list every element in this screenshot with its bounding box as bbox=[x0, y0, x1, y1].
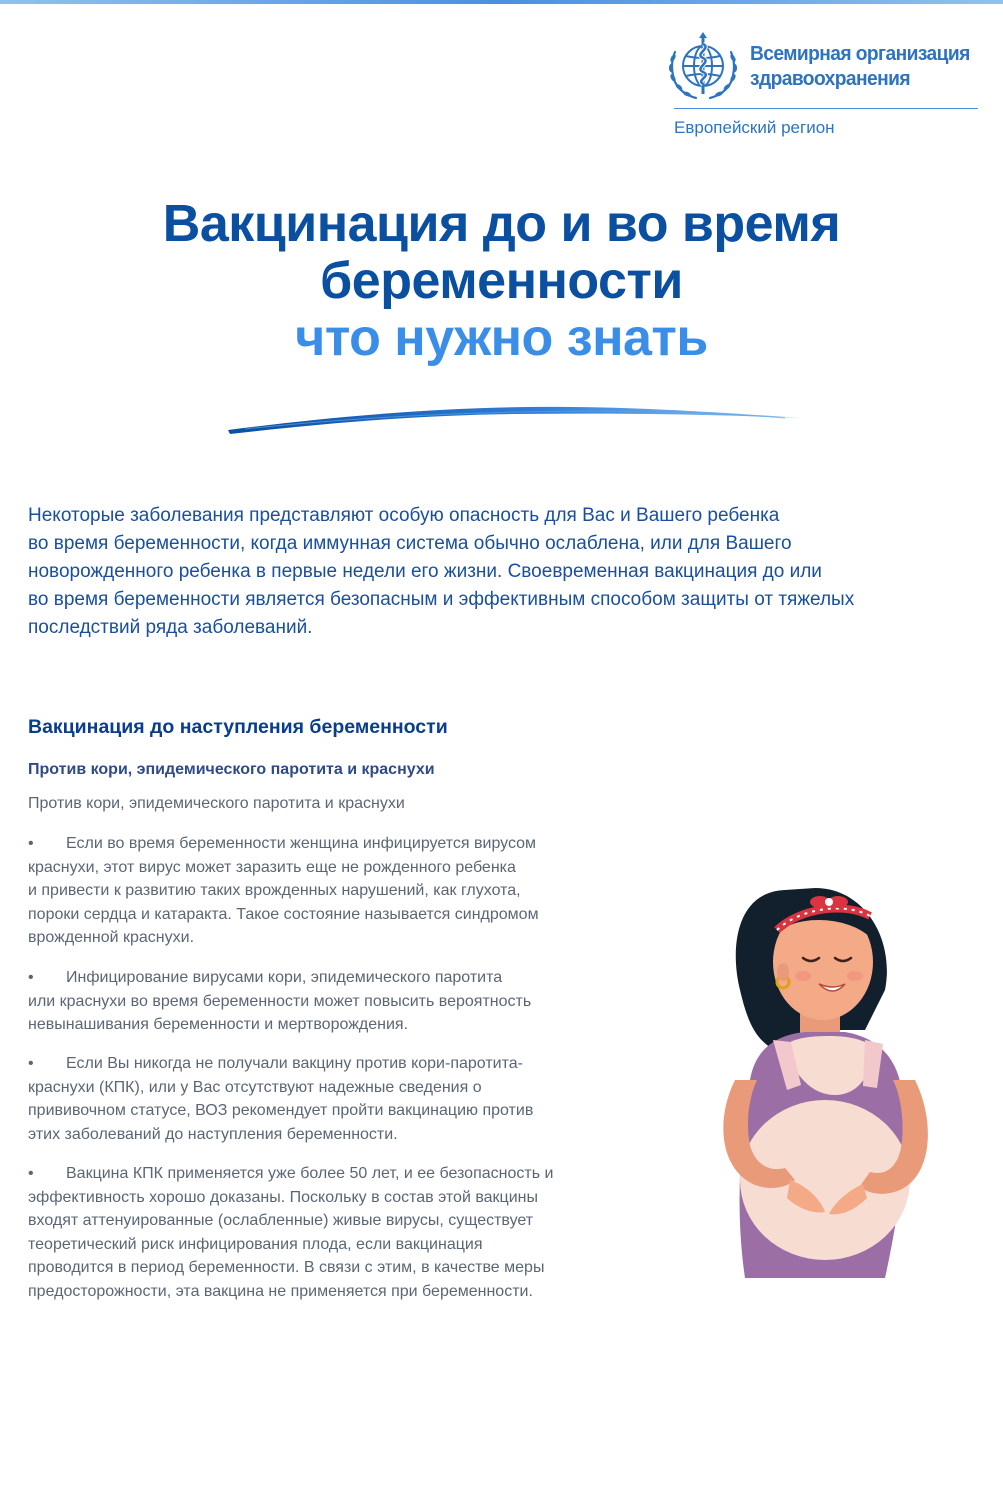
logo-divider bbox=[674, 108, 978, 109]
page-title bbox=[0, 196, 1003, 367]
section-subheading: Против кори, эпидемического паротита и краснухи bbox=[28, 761, 435, 778]
title-line-1: Вакцинация до и во время bbox=[162, 195, 841, 253]
intro-paragraph: Некоторые заболевания представляют особую опасность для Вас и Вашего ребенка во время беременности, когда иммунная система обычно ослаблена, или для Вашего новорожденного ребенка в первые недели его жизни. Своевременная вакцинация до или во время беременности является безопасным и эффективным способом защиты от тяжелых последствий ряда заболеваний. bbox=[28, 505, 855, 638]
who-region-label: Европейский регион bbox=[674, 118, 835, 137]
top-accent-bar bbox=[0, 0, 1003, 4]
section-plain-line: Против кори, эпидемического паротита и краснухи bbox=[28, 795, 405, 812]
bullet-dot: • bbox=[28, 1165, 34, 1182]
title-subtitle: что нужно знать bbox=[295, 309, 708, 367]
bullet-dot: • bbox=[28, 1055, 34, 1072]
title-line-2: беременности bbox=[320, 252, 683, 310]
who-logo bbox=[666, 32, 984, 142]
list-item: • Если Вы никогда не получали вакцину против кори-паротита- краснухи (КПК), или у Вас отсутствуют надежные сведения о прививочном статусе, ВОЗ рекомендует пройти вакцинацию против этих заболеваний до наступления беременности. bbox=[28, 1052, 628, 1146]
who-emblem-icon bbox=[666, 32, 744, 104]
pregnant-woman-illustration bbox=[695, 880, 955, 1280]
section-heading: Вакцинация до наступления беременности bbox=[28, 716, 448, 738]
list-item: • Если во время беременности женщина инфицируется вирусом краснухи, этот вирус может заразить еще не рожденного ребенка и привести к развитию таких врожденных нарушений, как глухота, пороки сердца и катаракта. Такое состояние называется синдромом врожденной краснухи. bbox=[28, 832, 628, 950]
list-item: • Инфицирование вирусами кори, эпидемического паротита или краснухи во время беременности может повысить вероятность невынашивания беременности и мертворождения. bbox=[28, 966, 628, 1037]
bullet-dot: • bbox=[28, 835, 34, 852]
list-item: • Вакцина КПК применяется уже более 50 лет, и ее безопасность и эффективность хорошо доказаны. Поскольку в состав этой вакцины входят аттенуированные (ослабленные) живые вирусы, существует теоретический риск инфицирования плода, если вакцинация проводится в период беременности. В связи с этим, в качестве меры предосторожности, эта вакцина не применяется при беременности. bbox=[28, 1162, 628, 1304]
bullet-dot: • bbox=[28, 969, 34, 986]
brush-stroke-divider bbox=[225, 396, 805, 440]
who-org-name: Всемирная организация здравоохранения bbox=[750, 43, 970, 90]
